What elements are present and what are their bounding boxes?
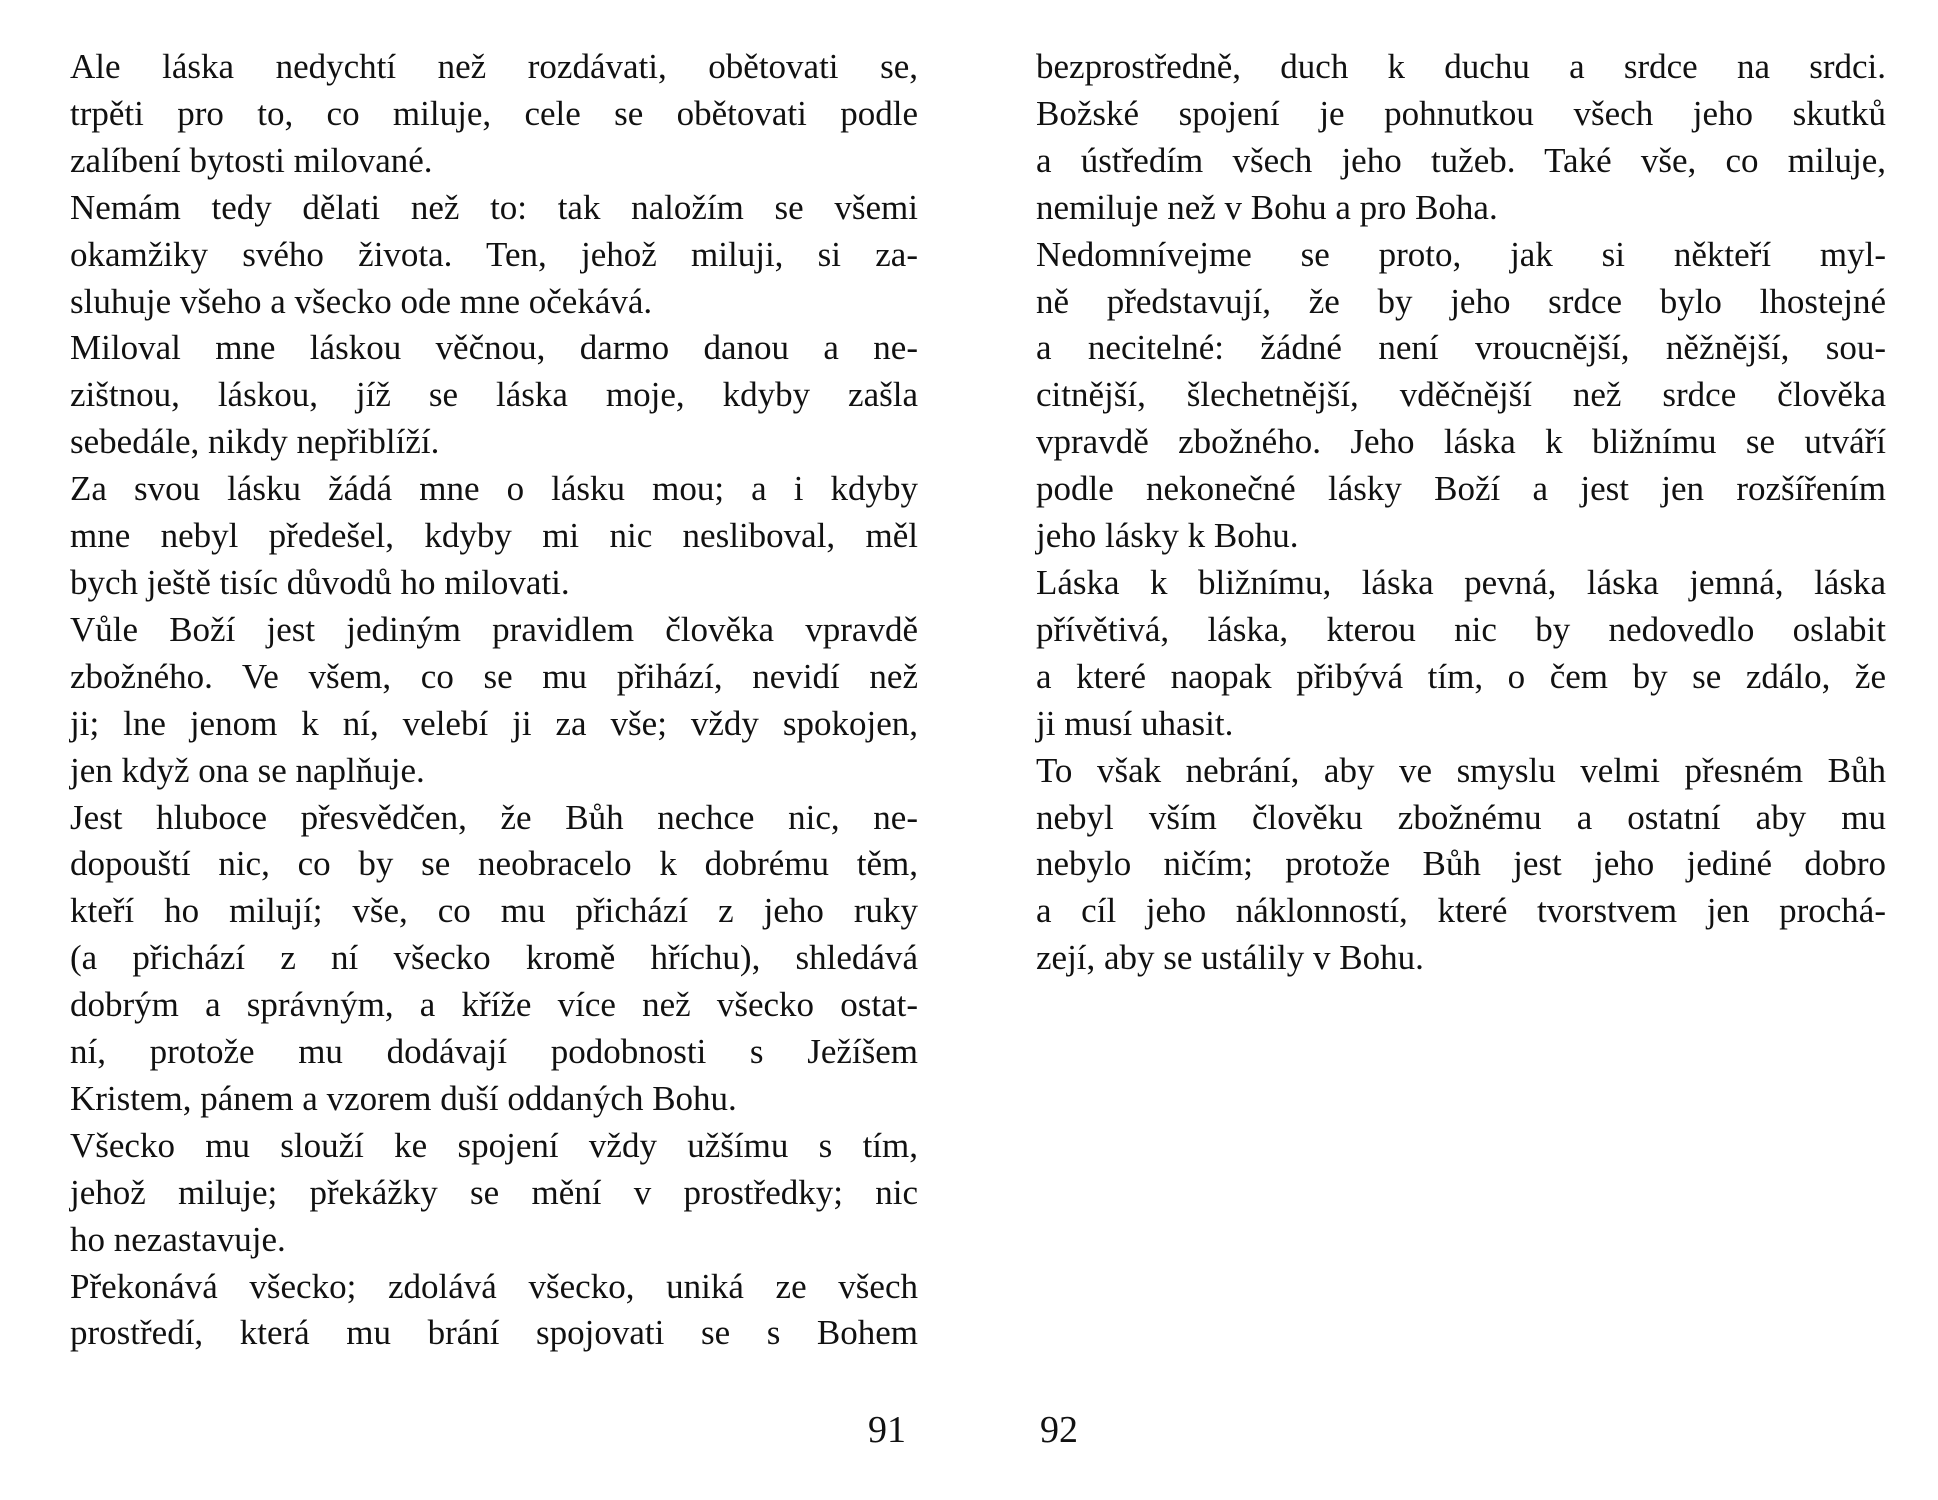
text-line: (a přichází z ní všecko kromě hříchu), shledává: [70, 938, 918, 978]
text-line: trpěti pro to, co miluje, cele se obětovati podle: [70, 93, 918, 133]
paragraph: [1036, 232, 1886, 560]
text-line: Vůle Boží jest jediným pravidlem člověka vpravdě: [70, 609, 918, 649]
text-line: sebedále, nikdy nepřiblíží.: [70, 422, 440, 462]
paragraph: [70, 325, 918, 466]
text-line: ně představují, že by jeho srdce bylo lhostejné: [1036, 281, 1886, 321]
paragraph: [70, 1264, 918, 1358]
text-line: Jest hluboce přesvědčen, že Bůh nechce nic, ne-: [70, 797, 918, 837]
paragraph: [1036, 560, 1886, 748]
text-line: nebyl vším člověku zbožnému a ostatní aby mu: [1036, 797, 1886, 837]
text-line: ji musí uhasit.: [1036, 703, 1234, 743]
text-line: Miloval mne láskou věčnou, darmo danou a ne-: [70, 328, 918, 368]
paragraph: [70, 185, 918, 326]
text-line: Láska k bližnímu, láska pevná, láska jemná, láska: [1036, 562, 1886, 602]
paragraph: [70, 607, 918, 795]
text-line: vpravdě zbožného. Jeho láska k bližnímu se utváří: [1036, 422, 1886, 462]
text-line: ho nezastavuje.: [70, 1219, 286, 1259]
text-line: zalíbení bytosti milované.: [70, 140, 433, 180]
text-line: Překonává všecko; zdolává všecko, uniká ze všech: [70, 1266, 918, 1306]
text-line: zištnou, láskou, jíž se láska moje, kdyby zašla: [70, 375, 918, 415]
paragraph: [70, 466, 918, 607]
paragraph: [70, 795, 918, 1123]
text-line: ní, protože mu dodávají podobnosti s Ježíšem: [70, 1032, 918, 1072]
text-line: a které naopak přibývá tím, o čem by se zdálo, že: [1036, 656, 1886, 696]
text-line: sluhuje všeho a všecko ode mne očekává.: [70, 281, 653, 321]
left-page: [70, 44, 918, 1357]
paragraph: [1036, 44, 1886, 232]
text-line: bych ještě tisíc důvodů ho milovati.: [70, 562, 570, 602]
text-line: prostředí, která mu brání spojovati se s Bohem: [70, 1313, 918, 1353]
text-line: jeho lásky k Bohu.: [1036, 516, 1299, 556]
text-line: přívětivá, láska, kterou nic by nedovedlo oslabit: [1036, 609, 1886, 649]
text-line: Všecko mu slouží ke spojení vždy užšímu s tím,: [70, 1125, 918, 1165]
text-line: Kristem, pánem a vzorem duší oddaných Bohu.: [70, 1078, 737, 1118]
paragraph: [70, 1123, 918, 1264]
text-line: dobrým a správným, a kříže více než všecko ostat-: [70, 985, 918, 1025]
text-line: zejí, aby se ustálily v Bohu.: [1036, 938, 1424, 978]
text-line: jen když ona se naplňuje.: [70, 750, 425, 790]
right-page: [1036, 44, 1886, 982]
text-line: mne nebyl předešel, kdyby mi nic nesliboval, měl: [70, 516, 918, 556]
text-line: Ale láska nedychtí než rozdávati, obětovati se,: [70, 47, 918, 86]
text-line: Božské spojení je pohnutkou všech jeho skutků: [1036, 93, 1886, 133]
text-line: a ústředím všech jeho tužeb. Také vše, co miluje,: [1036, 140, 1886, 180]
text-line: Za svou lásku žádá mne o lásku mou; a i kdyby: [70, 469, 918, 509]
text-line: nemiluje než v Bohu a pro Boha.: [1036, 187, 1498, 227]
text-line: a necitelné: žádné není vroucnější, něžnější, sou-: [1036, 328, 1886, 368]
text-line: Nemám tedy dělati než to: tak naložím se všemi: [70, 187, 918, 227]
text-line: nebylo ničím; protože Bůh jest jeho jediné dobro: [1036, 844, 1886, 884]
text-line: zbožného. Ve všem, co se mu přihází, nevidí než: [70, 656, 918, 696]
paragraph: [1036, 748, 1886, 983]
text-line: podle nekonečné lásky Boží a jest jen rozšířením: [1036, 469, 1886, 509]
text-line: okamžiky svého života. Ten, jehož miluji, si za-: [70, 234, 918, 274]
page-number-right: 92: [1040, 1409, 1078, 1451]
text-line: citnější, šlechetnější, vděčnější než srdce člověka: [1036, 375, 1886, 415]
paragraph: [70, 44, 918, 185]
page-number-left: 91: [868, 1409, 906, 1451]
text-line: jehož miluje; překážky se mění v prostředky; nic: [70, 1172, 918, 1212]
text-line: Nedomnívejme se proto, jak si někteří myl-: [1036, 234, 1886, 274]
text-line: bezprostředně, duch k duchu a srdce na srdci.: [1036, 47, 1886, 86]
text-line: dopouští nic, co by se neobracelo k dobrému těm,: [70, 844, 918, 884]
text-line: ji; lne jenom k ní, velebí ji za vše; vždy spokojen,: [70, 703, 918, 743]
text-line: kteří ho milují; vše, co mu přichází z jeho ruky: [70, 891, 918, 931]
text-line: To však nebrání, aby ve smyslu velmi přesném Bůh: [1036, 750, 1886, 790]
text-line: a cíl jeho náklonností, které tvorstvem jen prochá-: [1036, 891, 1886, 931]
